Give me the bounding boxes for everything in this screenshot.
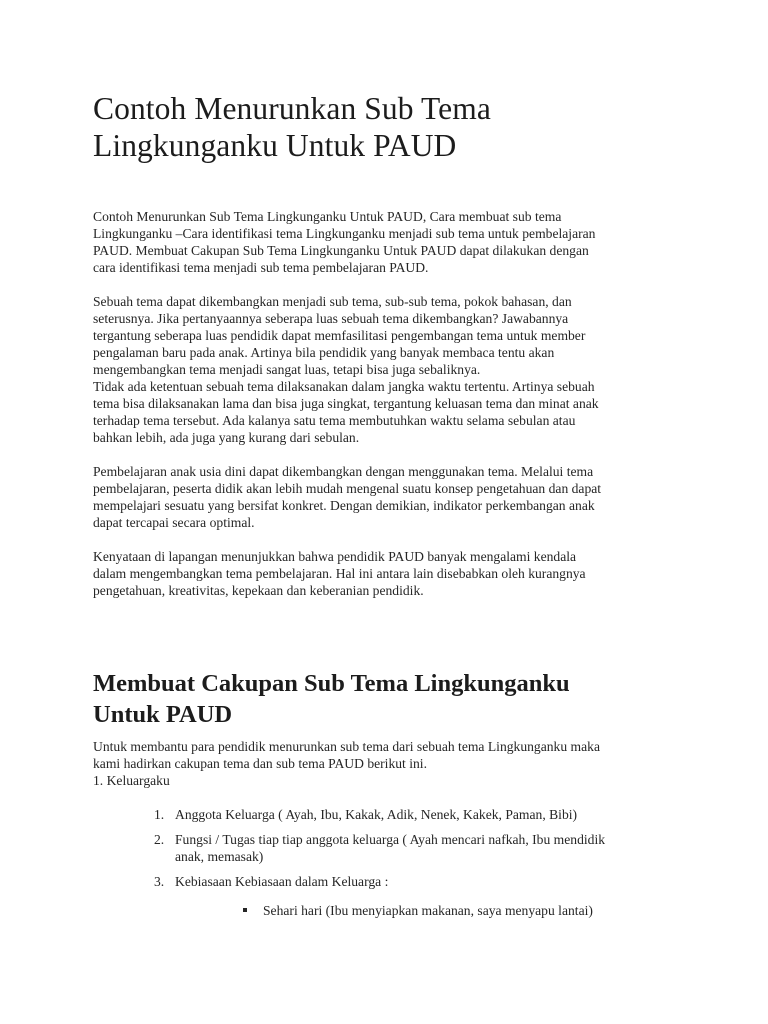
list-item-text: Kebiasaan Kebiasaan dalam Keluarga : [175,874,389,889]
paragraph-line: Pembelajaran anak usia dini dapat dikembangkan dengan menggunakan tema. Melalui tema [93,464,594,479]
paragraph-tema [93,293,683,446]
list-item-text: anak, memasak) [175,849,264,864]
section-heading-line-1: Membuat Cakupan Sub Tema Lingkunganku [93,670,570,697]
paragraph-line: cara identifikasi tema menjadi sub tema pembelajaran PAUD. [93,260,429,275]
list-item-number: 1. [154,807,165,822]
paragraph-line: kami hadirkan cakupan tema dan sub tema PAUD berikut ini. [93,756,427,771]
list-item-number: 3. [154,874,165,889]
square-bullet-icon [243,908,247,912]
paragraph-line: pembelajaran, peserta didik akan lebih mudah mengenal suatu konsep pengetahuan dan dapat [93,481,602,496]
list-item-number: 2. [154,832,165,847]
paragraph-line: dalam mengembangkan tema pembelajaran. Hal ini antara lain disebabkan oleh kurangnya [93,566,586,581]
section-heading [93,668,570,730]
paragraph-kenyataan [93,548,683,599]
list-item [93,806,683,823]
paragraph-pembelajaran [93,463,683,531]
paragraph-line: pengalaman baru pada anak. Artinya bila pendidik yang banyak membaca tentu akan [93,345,555,360]
list-item-text: Fungsi / Tugas tiap tiap anggota keluarga ( Ayah mencari nafkah, Ibu mendidik [175,832,606,847]
sublist-item [93,902,593,919]
paragraph-line: Untuk membantu para pendidik menurunkan sub tema dari sebuah tema Lingkunganku maka [93,739,600,754]
paragraph-line: seterusnya. Jika pertanyaannya seberapa luas sebuah tema dikembangkan? Jawabannya [93,311,569,326]
paragraph-line: bahkan lebih, ada juga yang kurang dari sebulan. [93,430,360,445]
paragraph-line: dapat tercapai secara optimal. [93,515,255,530]
paragraph-line: tema bisa dilaksanakan lama dan bisa juga singkat, tergantung keluasan tema dan minat anak [93,396,599,411]
paragraph-line: Sebuah tema dapat dikembangkan menjadi sub tema, sub-sub tema, pokok bahasan, dan [93,294,572,309]
list-item [93,831,683,865]
paragraph-line: mengembangkan tema menjadi sangat luas, tetapi bisa juga sebaliknya. [93,362,481,377]
page-title [93,90,683,164]
sublist-item-text: Sehari hari (Ibu menyiapkan makanan, saya menyapu lantai) [263,903,593,918]
list-item [93,873,683,890]
section-intro [93,738,683,789]
numbered-list [93,806,683,898]
paragraph-line: PAUD. Membuat Cakupan Sub Tema Lingkunganku Untuk PAUD dapat dilakukan dengan [93,243,589,258]
paragraph-line: Contoh Menurunkan Sub Tema Lingkunganku Untuk PAUD, Cara membuat sub tema [93,209,562,224]
paragraph-line: mempelajari sesuatu yang bersifat konkret. Dengan demikian, indikator perkembangan anak [93,498,595,513]
list-item-text: Anggota Keluarga ( Ayah, Ibu, Kakak, Adik, Nenek, Kakek, Paman, Bibi) [175,807,578,822]
paragraph-intro [93,208,683,276]
paragraph-line: Kenyataan di lapangan menunjukkan bahwa pendidik PAUD banyak mengalami kendala [93,549,577,564]
page-title-line-1: Contoh Menurunkan Sub Tema [93,91,491,126]
paragraph-line: Lingkunganku –Cara identifikasi tema Lingkunganku menjadi sub tema untuk pembelajaran [93,226,596,241]
page-title-line-2: Lingkunganku Untuk PAUD [93,128,457,163]
paragraph-line: Tidak ada ketentuan sebuah tema dilaksanakan dalam jangka waktu tertentu. Artinya sebuah [93,379,595,394]
paragraph-line: terhadap tema tersebut. Ada kalanya satu tema membutuhkan waktu selama sebulan atau [93,413,576,428]
paragraph-line: pengetahuan, kreativitas, kepekaan dan keberanian pendidik. [93,583,424,598]
document-page [93,90,683,918]
bulleted-sublist [93,902,593,919]
paragraph-line: tergantung seberapa luas pendidik dapat memfasilitasi pengembangan tema untuk member [93,328,586,343]
list-heading: 1. Keluargaku [93,773,170,788]
section-heading-line-2: Untuk PAUD [93,701,233,728]
